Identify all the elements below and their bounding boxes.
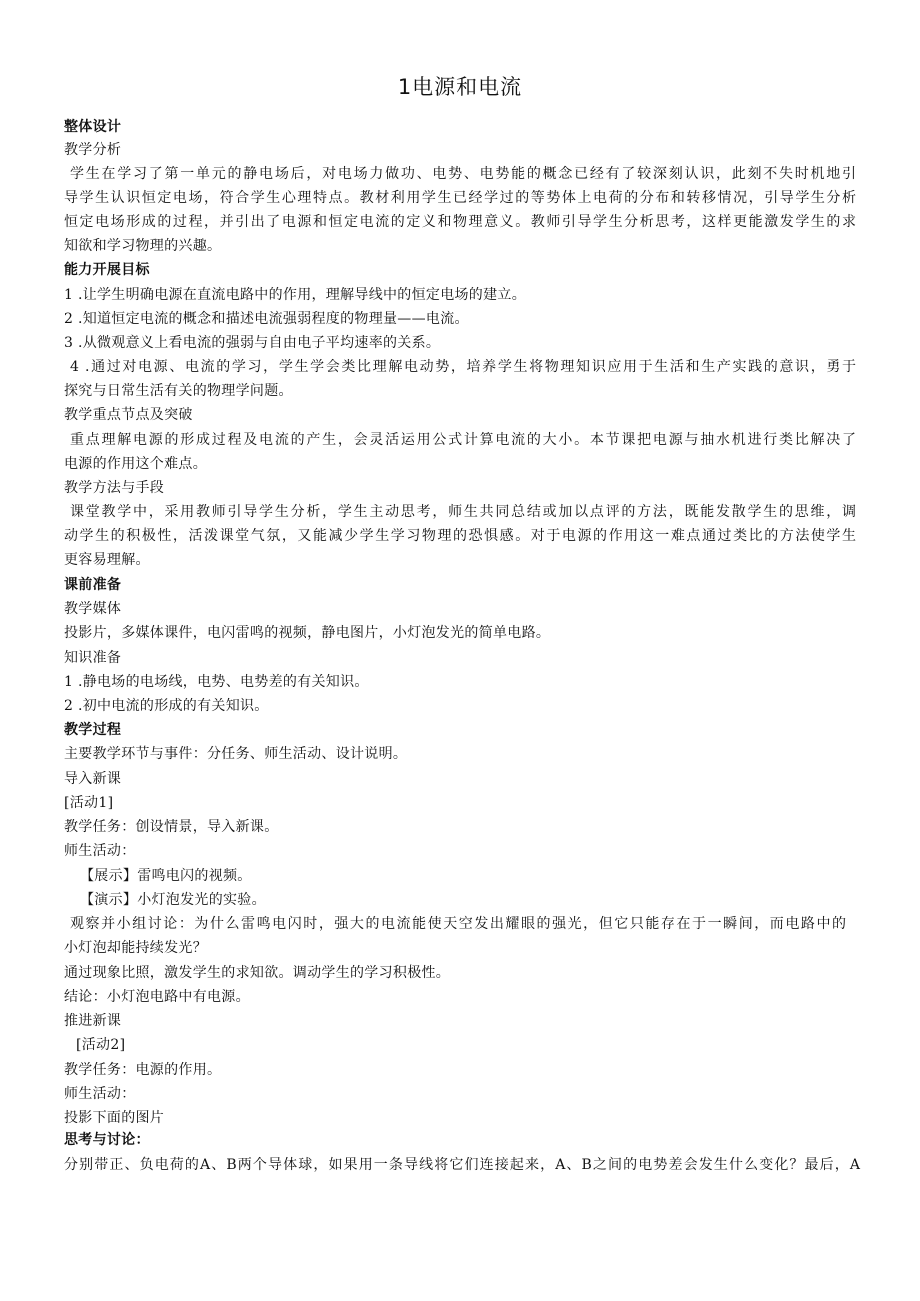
paragraph-line: 动学生的积极性，活泼课堂气氛，又能减少学生学习物理的恐惧感。对于电源的作用这一难点通过类比的方法使学生 bbox=[64, 528, 856, 544]
list-item: 1 .静电场的电场线，电势、电势差的有关知识。 bbox=[64, 674, 369, 690]
paragraph-line: 导学生认识恒定电场，符合学生心理特点。教材利用学生已经学过的等势体上电荷的分布和转移情况，引导学生分析 bbox=[64, 190, 856, 206]
paragraph-line: 【演示】小灯泡发光的实验。 bbox=[80, 892, 266, 908]
heading-preparation: 课前准备 bbox=[64, 577, 122, 593]
paragraph-line: 教学任务：电源的作用。 bbox=[64, 1062, 222, 1078]
paragraph-line: 教学任务：创设情景，导入新课。 bbox=[64, 819, 279, 835]
subheading-intro: 导入新课 bbox=[64, 771, 122, 787]
paragraph-line: 观察并小组讨论：为什么雷鸣电闪时，强大的电流能使天空发出耀眼的强光，但它只能存在于一瞬间，而电路中的 bbox=[70, 916, 846, 932]
paragraph-line: 投影片，多媒体课件，电闪雷鸣的视频，静电图片，小灯泡发光的简单电路。 bbox=[64, 625, 551, 641]
list-item: 2 .初中电流的形成的有关知识。 bbox=[64, 698, 269, 714]
document-title: 1电源和电流 bbox=[397, 75, 523, 99]
paragraph-line: 师生活动： bbox=[64, 1086, 136, 1102]
subheading-advance: 推进新课 bbox=[64, 1013, 122, 1029]
paragraph-line: 电源的作用这个难点。 bbox=[64, 456, 207, 472]
paragraph-line: 投影下面的图片 bbox=[64, 1110, 165, 1126]
paragraph-line: 小灯泡却能持续发光？ bbox=[64, 940, 207, 956]
activity-label: [活动2] bbox=[76, 1037, 126, 1053]
paragraph-line: 恒定电场形成的过程，并引出了电源和恒定电流的定义和物理意义。教师引导学生分析思考，这样更能激发学生的求 bbox=[64, 214, 856, 230]
list-item: 1 .让学生明确电源在直流电路中的作用，理解导线中的恒定电场的建立。 bbox=[64, 287, 527, 303]
paragraph-line: 学生在学习了第一单元的静电场后，对电场力做功、电势、电势能的概念已经有了较深刻认识，此刻不失时机地引 bbox=[70, 166, 856, 182]
subheading-methods: 教学方法与手段 bbox=[64, 480, 165, 496]
subheading-key-points: 教学重点节点及突破 bbox=[64, 407, 193, 423]
paragraph-line: 探究与日常生活有关的物理学问题。 bbox=[64, 383, 293, 399]
subheading-media: 教学媒体 bbox=[64, 601, 122, 617]
paragraph-line: 课堂教学中，采用教师引导学生分析，学生主动思考，师生共同总结或加以点评的方法，既能发散学生的思维，调 bbox=[70, 504, 856, 520]
list-item: 3 .从微观意义上看电流的强弱与自由电子平均速率的关系。 bbox=[64, 335, 441, 351]
paragraph-line: 分别带正、负电荷的A、B两个导体球，如果用一条导线将它们连接起来，A、B之间的电势差会发生什么变化？最后，A bbox=[64, 1157, 860, 1173]
subheading-teaching-analysis: 教学分析 bbox=[64, 142, 122, 158]
subheading-knowledge: 知识准备 bbox=[64, 650, 122, 666]
list-item: 2 .知道恒定电流的概念和描述电流强弱程度的物理量——电流。 bbox=[64, 311, 469, 327]
paragraph-line: 师生活动： bbox=[64, 843, 136, 859]
activity-label: [活动1] bbox=[64, 795, 114, 811]
paragraph-line: 通过现象比照，激发学生的求知欲。调动学生的学习积极性。 bbox=[64, 965, 451, 981]
list-item: 4 .通过对电源、电流的学习，学生学会类比理解电动势，培养学生将物理知识应用于生活和生产实践的意识，勇于 bbox=[70, 359, 856, 375]
paragraph-line: 重点理解电源的形成过程及电流的产生，会灵活运用公式计算电流的大小。本节课把电源与抽水机进行类比解决了 bbox=[70, 432, 856, 448]
heading-think-discuss: 思考与讨论： bbox=[64, 1132, 150, 1148]
paragraph-line: 【展示】雷鸣电闪的视频。 bbox=[80, 868, 252, 884]
heading-overall-design: 整体设计 bbox=[64, 119, 122, 135]
paragraph-line: 更容易理解。 bbox=[64, 552, 150, 568]
paragraph-line: 主要教学环节与事件：分任务、师生活动、设计说明。 bbox=[64, 746, 408, 762]
heading-process: 教学过程 bbox=[64, 722, 122, 738]
paragraph-line: 结论：小灯泡电路中有电源。 bbox=[64, 989, 250, 1005]
heading-ability-goals: 能力开展目标 bbox=[64, 262, 150, 278]
paragraph-line: 知欲和学习物理的兴趣。 bbox=[64, 238, 222, 254]
